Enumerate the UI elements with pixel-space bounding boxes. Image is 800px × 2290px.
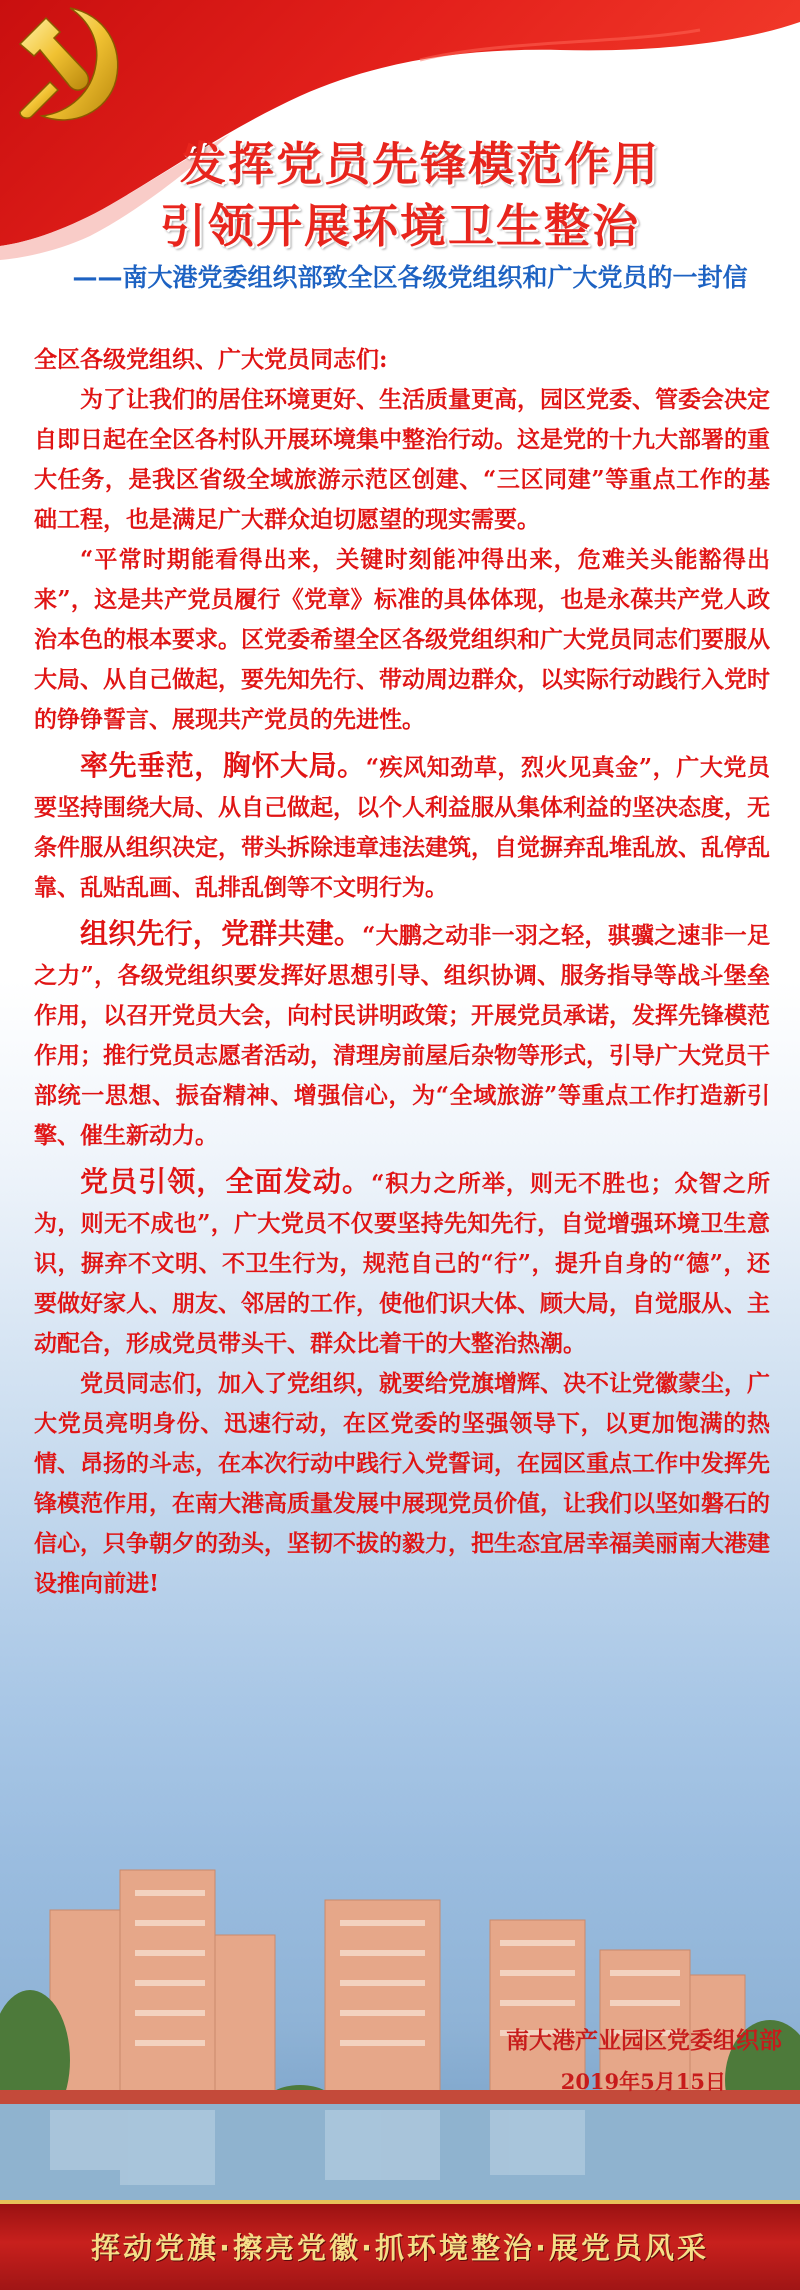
page-title-line-2: 引领开展环境卫生整治 (160, 199, 640, 253)
footer-slogan: 挥动党旗·擦亮党徽·抓环境整治·展党员风采 (90, 2231, 710, 2265)
section-party-members-lead (34, 1162, 770, 1364)
signature-organization: 南大港产业园区党委组织部 (506, 2027, 782, 2054)
paragraph-closing: 党员同志们，加入了党组织，就要给党旗增辉、决不让党徽蒙尘，广大党员亮明身份、迅速行动，在区党委的坚强领导下，以更加饱满的热情、昂扬的斗志，在本次行动中践行入党誓词，在园区重点工作中发挥先锋模范作用，在南大港高质量发展中展现党员价值，让我们以坚如磐石的信心，只争朝夕的劲头，坚韧不拔的毅力，把生态宜居幸福美丽南大港建设推向前进! (34, 1370, 770, 1597)
paragraph-party-standard: “平常时期能看得出来，关键时刻能冲得出来，危难关头能豁得出来”，这是共产党员履行《党章》标准的具体体现，也是永葆共产党人政治本色的根本要求。区党委希望全区各级党组织和广大党员同志们要服从大局、从自己做起，要先知先行、带动周边群众，以实际行动践行入党时的铮铮誓言、展现共产党员的先进性。 (34, 546, 770, 733)
page-title-line-1: 发挥党员先锋模范作用 (180, 137, 660, 191)
footer-banner (0, 2200, 800, 2290)
section-1-text: “疾风知劲草，烈火见真金”，广大党员要坚持围绕大局、从自己做起，以个人利益服从集体利益的坚决态度，无条件服从组织决定，带头拆除违章违法建筑，自觉摒弃乱堆乱放、乱停乱靠、乱贴乱画、乱排乱倒等不文明行为。 (34, 754, 770, 901)
page-subtitle: ——南大港党委组织部致全区各级党组织和广大党员的一封信 (72, 263, 748, 292)
section-1-heading: 率先垂范，胸怀大局。 (80, 749, 366, 782)
signature-date: 2019年5月15日 (560, 2069, 726, 2094)
letter-body (34, 340, 770, 1604)
paragraph-intro: 为了让我们的居住环境更好、生活质量更高，园区党委、管委会决定自即日起在全区各村队开展环境集中整治行动。这是党的十九大部署的重大任务，是我区省级全域旅游示范区创建、“三区同建”等重点工作的基础工程，也是满足广大群众迫切愿望的现实需要。 (34, 386, 770, 533)
party-emblem-icon (0, 0, 130, 130)
section-3-text: “积力之所举，则无不胜也；众智之所为，则无不成也”，广大党员不仅要坚持先知先行，自觉增强环境卫生意识，摒弃不文明、不卫生行为，规范自己的“行”，提升自身的“德”，还要做好家人、朋友、邻居的工作，使他们识大体、顾大局，自觉服从、主动配合，形成党员带头干、群众比着干的大整治热潮。 (34, 1170, 770, 1357)
city-scene-background (0, 1760, 800, 2200)
section-organization-first (34, 914, 770, 1156)
section-lead-by-example (34, 746, 770, 908)
section-2-text: “大鹏之动非一羽之轻，骐骥之速非一足之力”，各级党组织要发挥好思想引导、组织协调、服务指导等战斗堡垒作用，以召开党员大会，向村民讲明政策；开展党员承诺，发挥先锋模范作用；推行党员志愿者活动，清理房前屋后杂物等形式，引导广大党员干部统一思想、振奋精神、增强信心，为“全域旅游”等重点工作打造新引擎、催生新动力。 (34, 922, 770, 1149)
buildings-illustration (0, 1760, 800, 2200)
salutation: 全区各级党组织、广大党员同志们: (34, 346, 388, 373)
section-3-heading: 党员引领，全面发动。 (80, 1165, 372, 1198)
section-2-heading: 组织先行，党群共建。 (80, 917, 363, 950)
